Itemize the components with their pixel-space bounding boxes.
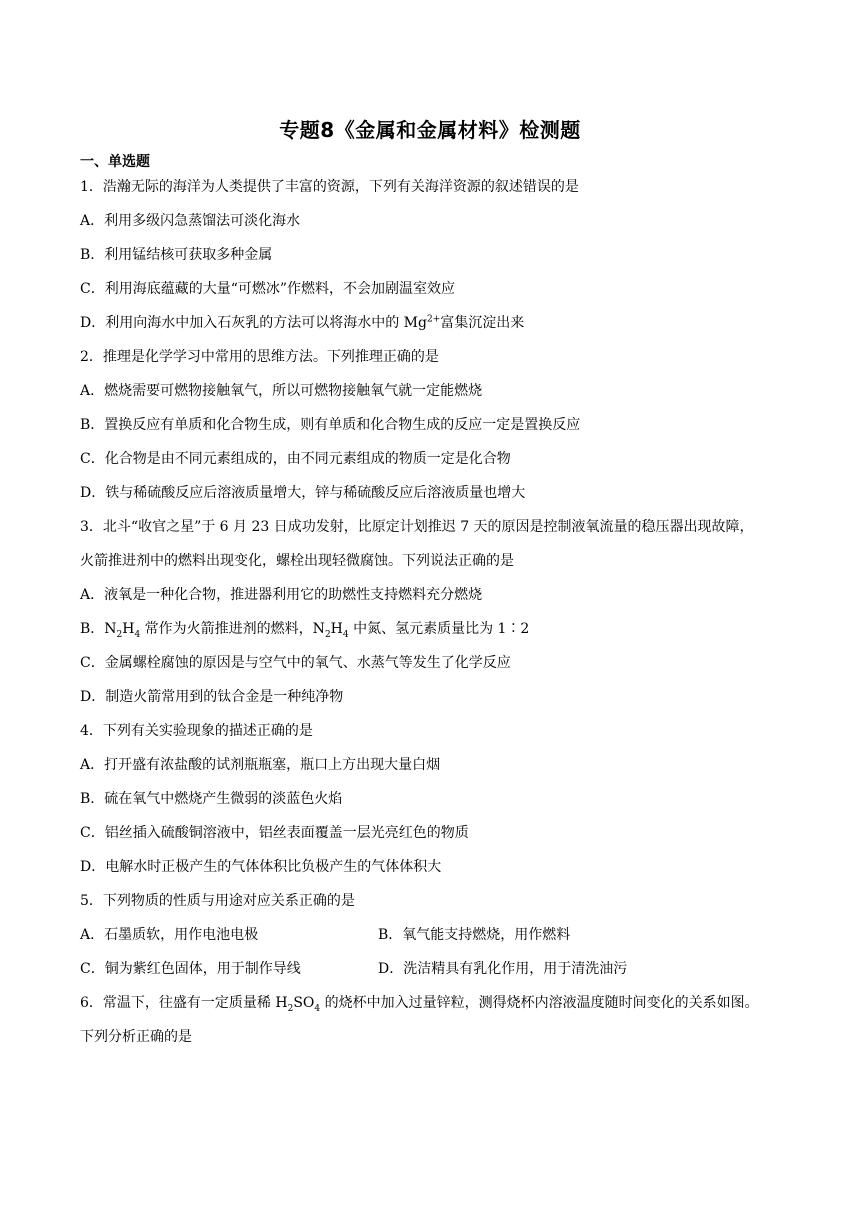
question-2-option-a: A．燃烧需要可燃物接触氧气，所以可燃物接触氧气就一定能燃烧	[80, 383, 483, 399]
question-6-stem-line2: 下列分析正确的是	[80, 1029, 192, 1045]
option-text: D．利用向海水中加入石灰乳的方法可以将海水中的 Mg	[80, 315, 427, 331]
subscript: 4	[342, 629, 349, 640]
question-6-stem-line1	[80, 994, 759, 1012]
question-3-stem-line1: 3．北斗“收官之星”于 6 月 23 日成功发射，比原定计划推迟 7 天的原因是控制液氧流量的稳压器出现故障，	[80, 519, 754, 535]
option-text: H	[330, 621, 343, 637]
option-text: 常作为火箭推进剂的燃料，N	[140, 621, 325, 637]
question-4-option-d: D．电解水时正极产生的气体体积比负极产生的气体体积大	[80, 859, 442, 875]
question-5-option-d: D．洗洁精具有乳化作用，用于清洗油污	[378, 961, 628, 977]
section-heading: 一、单选题	[80, 154, 150, 170]
question-3-option-a: A．液氧是一种化合物，推进器利用它的助燃性支持燃料充分燃烧	[80, 587, 483, 603]
option-text: 中氮、氢元素质量比为 1∶2	[348, 621, 530, 637]
question-1-option-d	[80, 314, 524, 332]
question-4-option-a: A．打开盛有浓盐酸的试剂瓶瓶塞，瓶口上方出现大量白烟	[80, 757, 441, 773]
question-1-option-a: A．利用多级闪急蒸馏法可淡化海水	[80, 213, 301, 229]
question-4-option-b: B．硫在氧气中燃烧产生微弱的淡蓝色火焰	[80, 791, 343, 807]
question-2-option-c: C．化合物是由不同元素组成的，由不同元素组成的物质一定是化合物	[80, 451, 511, 467]
superscript: 2+	[426, 314, 441, 325]
subscript: 2	[287, 1003, 294, 1014]
page-title: 专题8《金属和金属材料》检测题	[279, 118, 581, 142]
question-4-option-c: C．铝丝插入硫酸铜溶液中，铝丝表面覆盖一层光亮红色的物质	[80, 825, 469, 841]
question-3-option-c: C．金属螺栓腐蚀的原因是与空气中的氧气、水蒸气等发生了化学反应	[80, 655, 511, 671]
question-5-stem: 5．下列物质的性质与用途对应关系正确的是	[80, 893, 355, 909]
question-2-option-d: D．铁与稀硫酸反应后溶液质量增大，锌与稀硫酸反应后溶液质量也增大	[80, 485, 526, 501]
question-2-stem: 2．推理是化学学习中常用的思维方法。下列推理正确的是	[80, 349, 439, 365]
question-4-stem: 4．下列有关实验现象的描述正确的是	[80, 723, 313, 739]
stem-text: SO	[293, 995, 315, 1011]
stem-text: 的烧杯中加入过量锌粒，测得烧杯内溶液温度随时间变化的关系如图。	[320, 995, 759, 1011]
subscript: 2	[116, 629, 123, 640]
question-1-stem: 1．浩瀚无际的海洋为人类提供了丰富的资源，下列有关海洋资源的叙述错误的是	[80, 179, 579, 195]
subscript: 4	[134, 629, 141, 640]
question-1-option-c: C．利用海底蕴藏的大量“可燃冰”作燃料，不会加剧温室效应	[80, 281, 456, 297]
stem-text: 6．常温下，往盛有一定质量稀 H	[80, 995, 288, 1011]
option-text: B．N	[80, 621, 117, 637]
subscript: 4	[314, 1003, 321, 1014]
question-1-option-b: B．利用锰结核可获取多种金属	[80, 247, 273, 263]
question-3-option-b	[80, 620, 529, 638]
question-2-option-b: B．置换反应有单质和化合物生成，则有单质和化合物生成的反应一定是置换反应	[80, 417, 581, 433]
question-3-option-d: D．制造火箭常用到的钛合金是一种纯净物	[80, 689, 344, 705]
option-text: H	[122, 621, 135, 637]
question-5-option-c: C．铜为紫红色固体，用于制作导线	[80, 961, 301, 977]
subscript: 2	[324, 629, 331, 640]
question-5-option-a: A．石墨质软，用作电池电极	[80, 927, 259, 943]
option-text: 富集沉淀出来	[440, 315, 525, 331]
question-5-option-b: B．氧气能支持燃烧，用作燃料	[378, 927, 571, 943]
question-3-stem-line2: 火箭推进剂中的燃料出现变化，螺栓出现轻微腐蚀。下列说法正确的是	[80, 553, 514, 569]
